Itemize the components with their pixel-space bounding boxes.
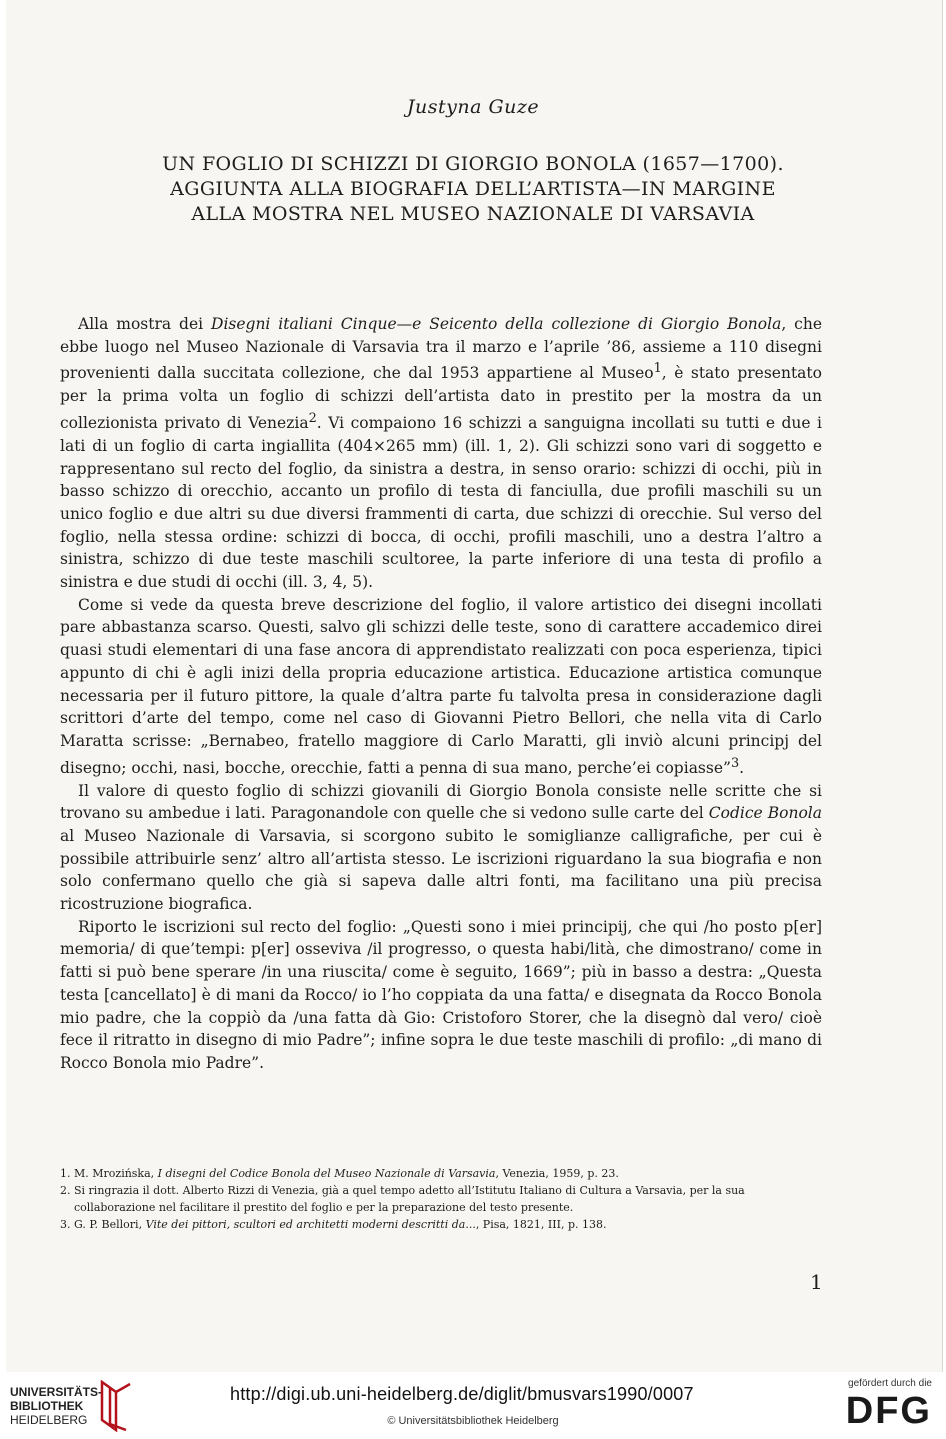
- text: 1. M. Mrozińska,: [60, 1167, 158, 1180]
- text: Alla mostra dei: [78, 315, 212, 333]
- article-title: [0, 152, 946, 227]
- text: Il valore di questo foglio di schizzi giovanili di Giorgio Bonola consiste nelle scritte che si trovano su ambedue i lati. Paragonandole con quelle che si vedono sulle carte del: [60, 781, 822, 823]
- permalink[interactable]: http://digi.ub.uni-heidelberg.de/diglit/bmusvars1990/0007: [230, 1384, 694, 1404]
- logo-line: HEIDELBERG: [10, 1413, 88, 1427]
- footer: [0, 1372, 946, 1439]
- dfg-logo[interactable]: DFG: [845, 1390, 932, 1432]
- paragraph-1: [60, 313, 822, 594]
- footnote-ref: 1: [653, 361, 662, 377]
- paragraph-3: [60, 780, 822, 916]
- article-body: [60, 313, 822, 1075]
- text: I disegni del Codice Bonola del Museo Nazionale di Varsavia: [157, 1167, 496, 1180]
- footnote-1: [60, 1165, 822, 1182]
- footnote-3: [60, 1216, 822, 1233]
- title-line: ALLA MOSTRA NEL MUSEO NAZIONALE DI VARSAVIA: [191, 203, 755, 225]
- paragraph-4: Riporto le iscrizioni sul recto del foglio: „Questi sono i miei principij, che qui /ho posto p[er] memoria/ di que’tempi: p[er] osseviva /il progresso, o questa habi/lità, che dimostrano/ come in fatti si può bene sperare /in una riuscita/ come è seguito, 1669”; più in basso a destra: „Questa testa [cancellato] è di mani da Rocco/ io l’ho coppiata da una fatta/ e disegnata da Rocco Bonola mio padre, che la coppiò da /una fatta dà Gio: Cristoforo Storer, che la disegnò dal vero/ cioè fece il ritratto in disegno di mio Padre”; infine sopra le due teste maschili di profilo: „di mano di Rocco Bonola mio Padre”.: [60, 917, 822, 1072]
- footnotes: [60, 1165, 822, 1233]
- logo-line: BIBLIOTHEK: [10, 1399, 84, 1413]
- text: , che ebbe luogo nel Museo Nazionale di Varsavia tra il marzo e l’aprile ’86, assieme a 110 disegni provenienti dalla succitata collezione, che dal 1953 appartiene al Museo: [60, 315, 822, 383]
- page-number: 1: [810, 1270, 823, 1294]
- footnote-2: 2. Si ringrazia il dott. Alberto Rizzi di Venezia, già a quel tempo adetto all’Istitutu Italiano di Cultura a Varsavia, per la sua collaborazione nel facilitare il prestito del foglio e per la preparazione del testo presente.: [60, 1184, 745, 1214]
- title-line: UN FOGLIO DI SCHIZZI DI GIORGIO BONOLA (1657—1700).: [162, 153, 784, 175]
- text: . Vi compaiono 16 schizzi a sanguigna incollati su tutti e due i lati di un foglio di carta ingiallita (404×265 mm) (ill. 1, 2). Gli schizzi sono vari di soggetto e rappresentano sul recto del foglio, da sinistra a destra, in senso orario: schizzi di occhi, più in basso schizzo di orecchio, accanto un profilo di testa di fanciulla, due profili maschili su un unico foglio e due altri su due diversi frammenti di carta, due schizzi di orecchie. Sul verso del foglio, nella stessa ordine: schizzi di bocca, di occhi, profili maschili, uno a destra l’altro a sinistra, schizzo di due teste maschili scultoree, la parte inferiore di una testa di profilo a sinistra e due studi di occhi (ill. 3, 4, 5).: [60, 414, 822, 592]
- exhibition-title: Disegni italiani Cinque—e Seicento della collezione di Giorgio Bonola: [211, 315, 782, 333]
- funding-note: gefördert durch die: [848, 1378, 932, 1389]
- codex-title: Codice Bonola: [708, 804, 822, 823]
- text: Vite dei pittori, scultori ed architetti moderni descritti da...: [145, 1218, 476, 1231]
- text: , Venezia, 1959, p. 23.: [495, 1167, 619, 1180]
- paragraph-2: [60, 594, 822, 780]
- footnote-ref: 2: [308, 410, 317, 426]
- author: Justyna Guze: [406, 96, 540, 118]
- title-line: AGGIUNTA ALLA BIOGRAFIA DELL’ARTISTA—IN MARGINE: [170, 178, 776, 200]
- copyright: © Universitätsbibliothek Heidelberg: [387, 1415, 559, 1427]
- footnote-ref: 3: [730, 755, 740, 771]
- text: , Pisa, 1821, III, p. 138.: [475, 1218, 607, 1231]
- text: , è stato presentato per la prima volta un foglio di schizzi dell’artista dato in prestito per la mostra da un collezionista privato di Venezia: [60, 364, 822, 433]
- text: .: [739, 758, 745, 777]
- text: al Museo Nazionale di Varsavia, si scorgono subito le somiglianze calligrafiche, per cui è possibile attribuirle senz’ altro all’artista stesso. Le iscrizioni riguardano la sua biografia e non solo confermano quello che già si sapeva dalle altri fonti, ma facilitano una più precisa ricostruzione biografica.: [60, 826, 822, 914]
- logo-line: UNIVERSITÄTS-: [10, 1385, 103, 1399]
- text: 3. G. P. Bellori,: [60, 1218, 146, 1231]
- text: Come si vede da questa breve descrizione del foglio, il valore artistico dei disegni incollati pare abbastanza scarso. Questi, salvo gli schizzi delle teste, sono di carattere accademico direi quasi studi elementari di una fase ancora di apprendistato realizzati con poca esperienza, tipici appunto di chi è agli inizi della propria educazione artistica. Educazione artistica comunque necessaria per il futuro pittore, la quale d’altra parte fu talvolta presa in considerazione dagli scrittori d’arte del tempo, come nel caso di Giovanni Pietro Bellori, che nella vita di Carlo Maratta scrisse: „Bernabeo, fratello maggiore di Carlo Maratti, gli inviò alcuni principj del disegno; occhi, nasi, bocche, orecchie, fatti a penna di sua mano, perche’ei copiasse”: [60, 595, 822, 777]
